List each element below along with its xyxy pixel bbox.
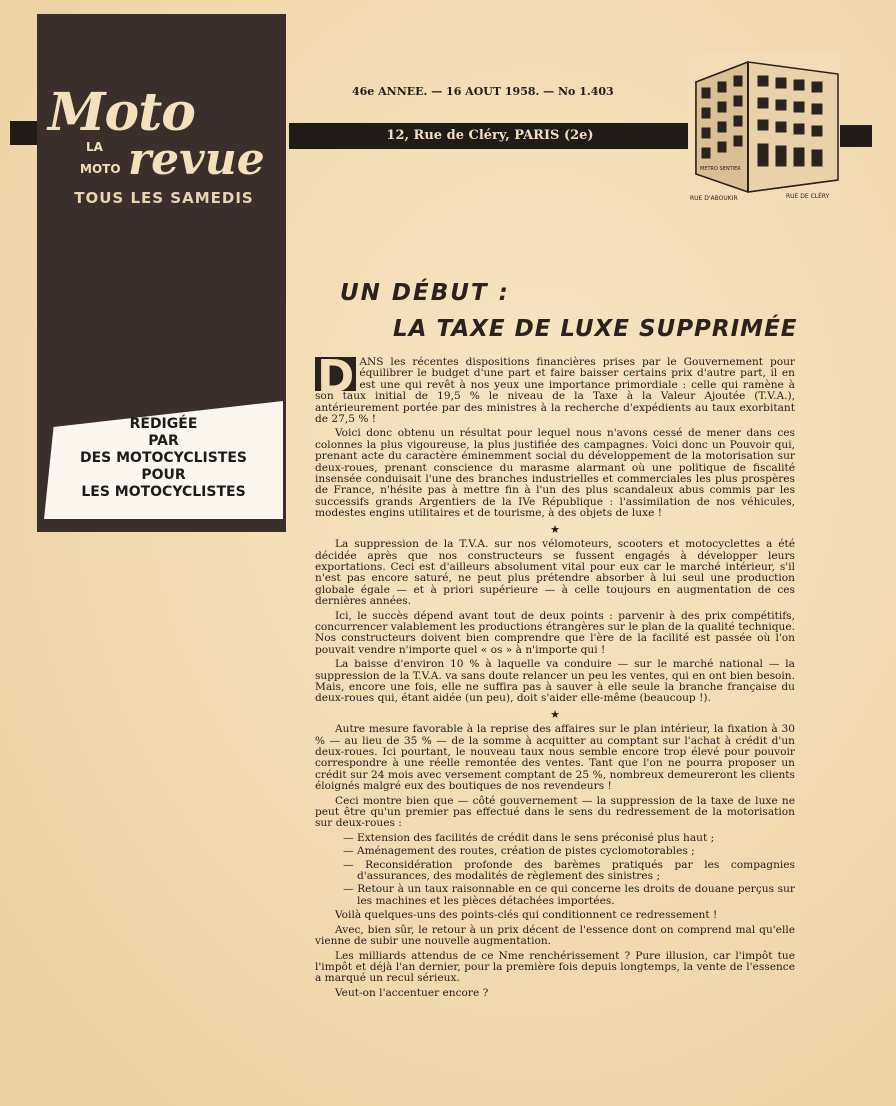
address: 12, Rue de Cléry, PARIS (2e)	[386, 128, 594, 143]
article-paragraph: Avec, bien sûr, le retour à un prix décent de l'essence dont on comprend mal qu'elle vienne de subir une nouvelle augmentation.	[315, 923, 795, 948]
article-paragraph: Voilà quelques-uns des points-clés qui conditionnent ce redressement !	[335, 909, 718, 922]
article-body	[315, 350, 795, 1002]
issue-line: 46e ANNEE. — 16 AOUT 1958. — No 1.403	[352, 85, 614, 98]
article-paragraph: Voici donc obtenu un résultat pour lequel nous n'avons cessé de mener dans ces colonnes la plus vigoureuse, la plus justifiée des campagnes. Voici donc un Pouvoir qui, prenant acte du caractère éminemment social du développement de la motorisation sur deux-roues, prenant conscience du marasme alarmant où une politique de fiscalité insensée conduisait l'une des branches industrielles et commerciales les plus prospères de France, n'hésite pas à mettre fin à l'un des plus scandaleux abus commis par les successifs grands Argentiers de la IVe République : l'assimilation de nos véhicules, modestes engins utilitaires et de tourisme, à des objets de luxe !	[315, 427, 795, 520]
star-divider: ★	[550, 522, 560, 536]
panel-line: POUR	[141, 467, 186, 483]
article-paragraph: Ici, le succès dépend avant tout de deux points : parvenir à des prix compétitifs, concurrencer valablement les productions étrangères sur le plan de la qualité technique. Nos constructeurs doivent bien comprendre que l'ère de la facilité est passée où l'on pouvait vendre n'importe quel « os » à n'importe qui !	[315, 609, 795, 656]
article-paragraph: Autre mesure favorable à la reprise des affaires sur le plan intérieur, la fixation à 30 % — au lieu de 35 % — de la somme à acquitter au comptant sur l'achat à crédit d'un deux-roues. Ici pourtant, le nouveau taux nous semble encore trop élevé pour pouvoir correspondre à une réelle remontée des ventes. Tant que l'on ne pourra proposer un crédit sur 24 mois avec versement comptant de 25 %, nombreux demeureront les clients éloignés malgré eux des boutiques de nos revendeurs !	[315, 723, 795, 793]
list-item: — Reconsidération profonde des barèmes pratiqués par les compagnies d'assurances, des modalités de règlement des sinistres ;	[343, 858, 795, 883]
panel-line: DES MOTOCYCLISTES	[79, 450, 248, 466]
logo-moto-small: MOTO	[80, 162, 121, 176]
article-paragraph: D ANS les récentes dispositions financières prises par le Gouvernement pour équilibrer le budget d'une part et faire baisser certains prix d'autre part, il en est une qui revêt à nos yeux une importance primordiale : celle qui ramène à son taux initial de 19,5 % le niveau de la Taxe à la Valeur Ajoutée (T.V.A.), antérieurement portée par des ministres à la recherche d'expédients au taux exorbitant de 27,5 % !	[315, 350, 795, 426]
street-label-aboukir: RUE D'ABOUKIR	[690, 195, 738, 202]
list-item: — Retour à un taux raisonnable en ce qui concerne les droits de douane perçus sur les machines et les pièces détachées importées.	[343, 883, 795, 907]
street-label-clery: RUE DE CLÉRY	[786, 193, 830, 200]
list-item: — Aménagement des routes, création de pistes cyclomotorables ;	[343, 845, 695, 858]
panel-line: RÉDIGÉE	[129, 416, 198, 432]
editorial-panel-text	[44, 416, 283, 501]
logo-la: LA	[86, 140, 103, 154]
article-paragraph: La suppression de la T.V.A. sur nos vélomoteurs, scooters et motocyclettes a été décidée après que nos constructeurs se fussent engagés à développer leurs exportations. Ceci est d'ailleurs absolument vital pour eux car le marché intérieur, s'il n'est pas encore saturé, ne peut plus prétendre absorber à lui seul une production globale égale — et à priori supérieure — à celle toujours en augmentation de ces dernières années.	[315, 538, 795, 608]
article-paragraph: Veut-on l'accentuer encore ?	[335, 986, 489, 999]
article-paragraph: La baisse d'environ 10 % à laquelle va conduire — sur le marché national — la suppression de la T.V.A. va sans doute relancer un peu les ventes, qui en ont bien besoin. Mais, encore une fois, elle ne suffira pas à sauver à elle seule la branche française du deux-roues qui, étant aidée (un peu), doit s'aider elle-même (beaucoup !).	[315, 658, 795, 705]
building-illustration	[688, 52, 840, 204]
banner-right	[838, 125, 872, 147]
logo-moto: Moto	[48, 82, 195, 143]
article-paragraph: Les milliards attendus de ce Nme renchérissement ? Pure illusion, car l'impôt tue l'impôt et déjà l'an dernier, pour la première fois depuis longtemps, la vente de l'essence a marqué un recul sérieux.	[315, 949, 795, 985]
measures-list	[315, 833, 795, 907]
panel-line: LES MOTOCYCLISTES	[81, 484, 246, 500]
article-paragraph: Ceci montre bien que — côté gouvernement — la suppression de la taxe de luxe ne peut être qu'un premier pas effectué dans le sens du redressement de la motorisation sur deux-roues :	[315, 794, 795, 830]
panel-line: PAR	[148, 433, 179, 449]
banner-left	[10, 121, 37, 145]
drop-cap: D	[317, 350, 355, 403]
list-item: — Extension des facilités de crédit dans le sens préconisé plus haut ;	[343, 831, 715, 844]
star-divider: ★	[550, 707, 560, 721]
metro-label: METRO SENTIER	[700, 166, 741, 172]
tagline: TOUS LES SAMEDIS	[74, 189, 254, 207]
headline-line-2: LA TAXE DE LUXE SUPPRIMÉE	[393, 316, 798, 342]
logo-revue: revue	[128, 134, 265, 185]
headline-line-1: UN DÉBUT :	[340, 280, 510, 306]
